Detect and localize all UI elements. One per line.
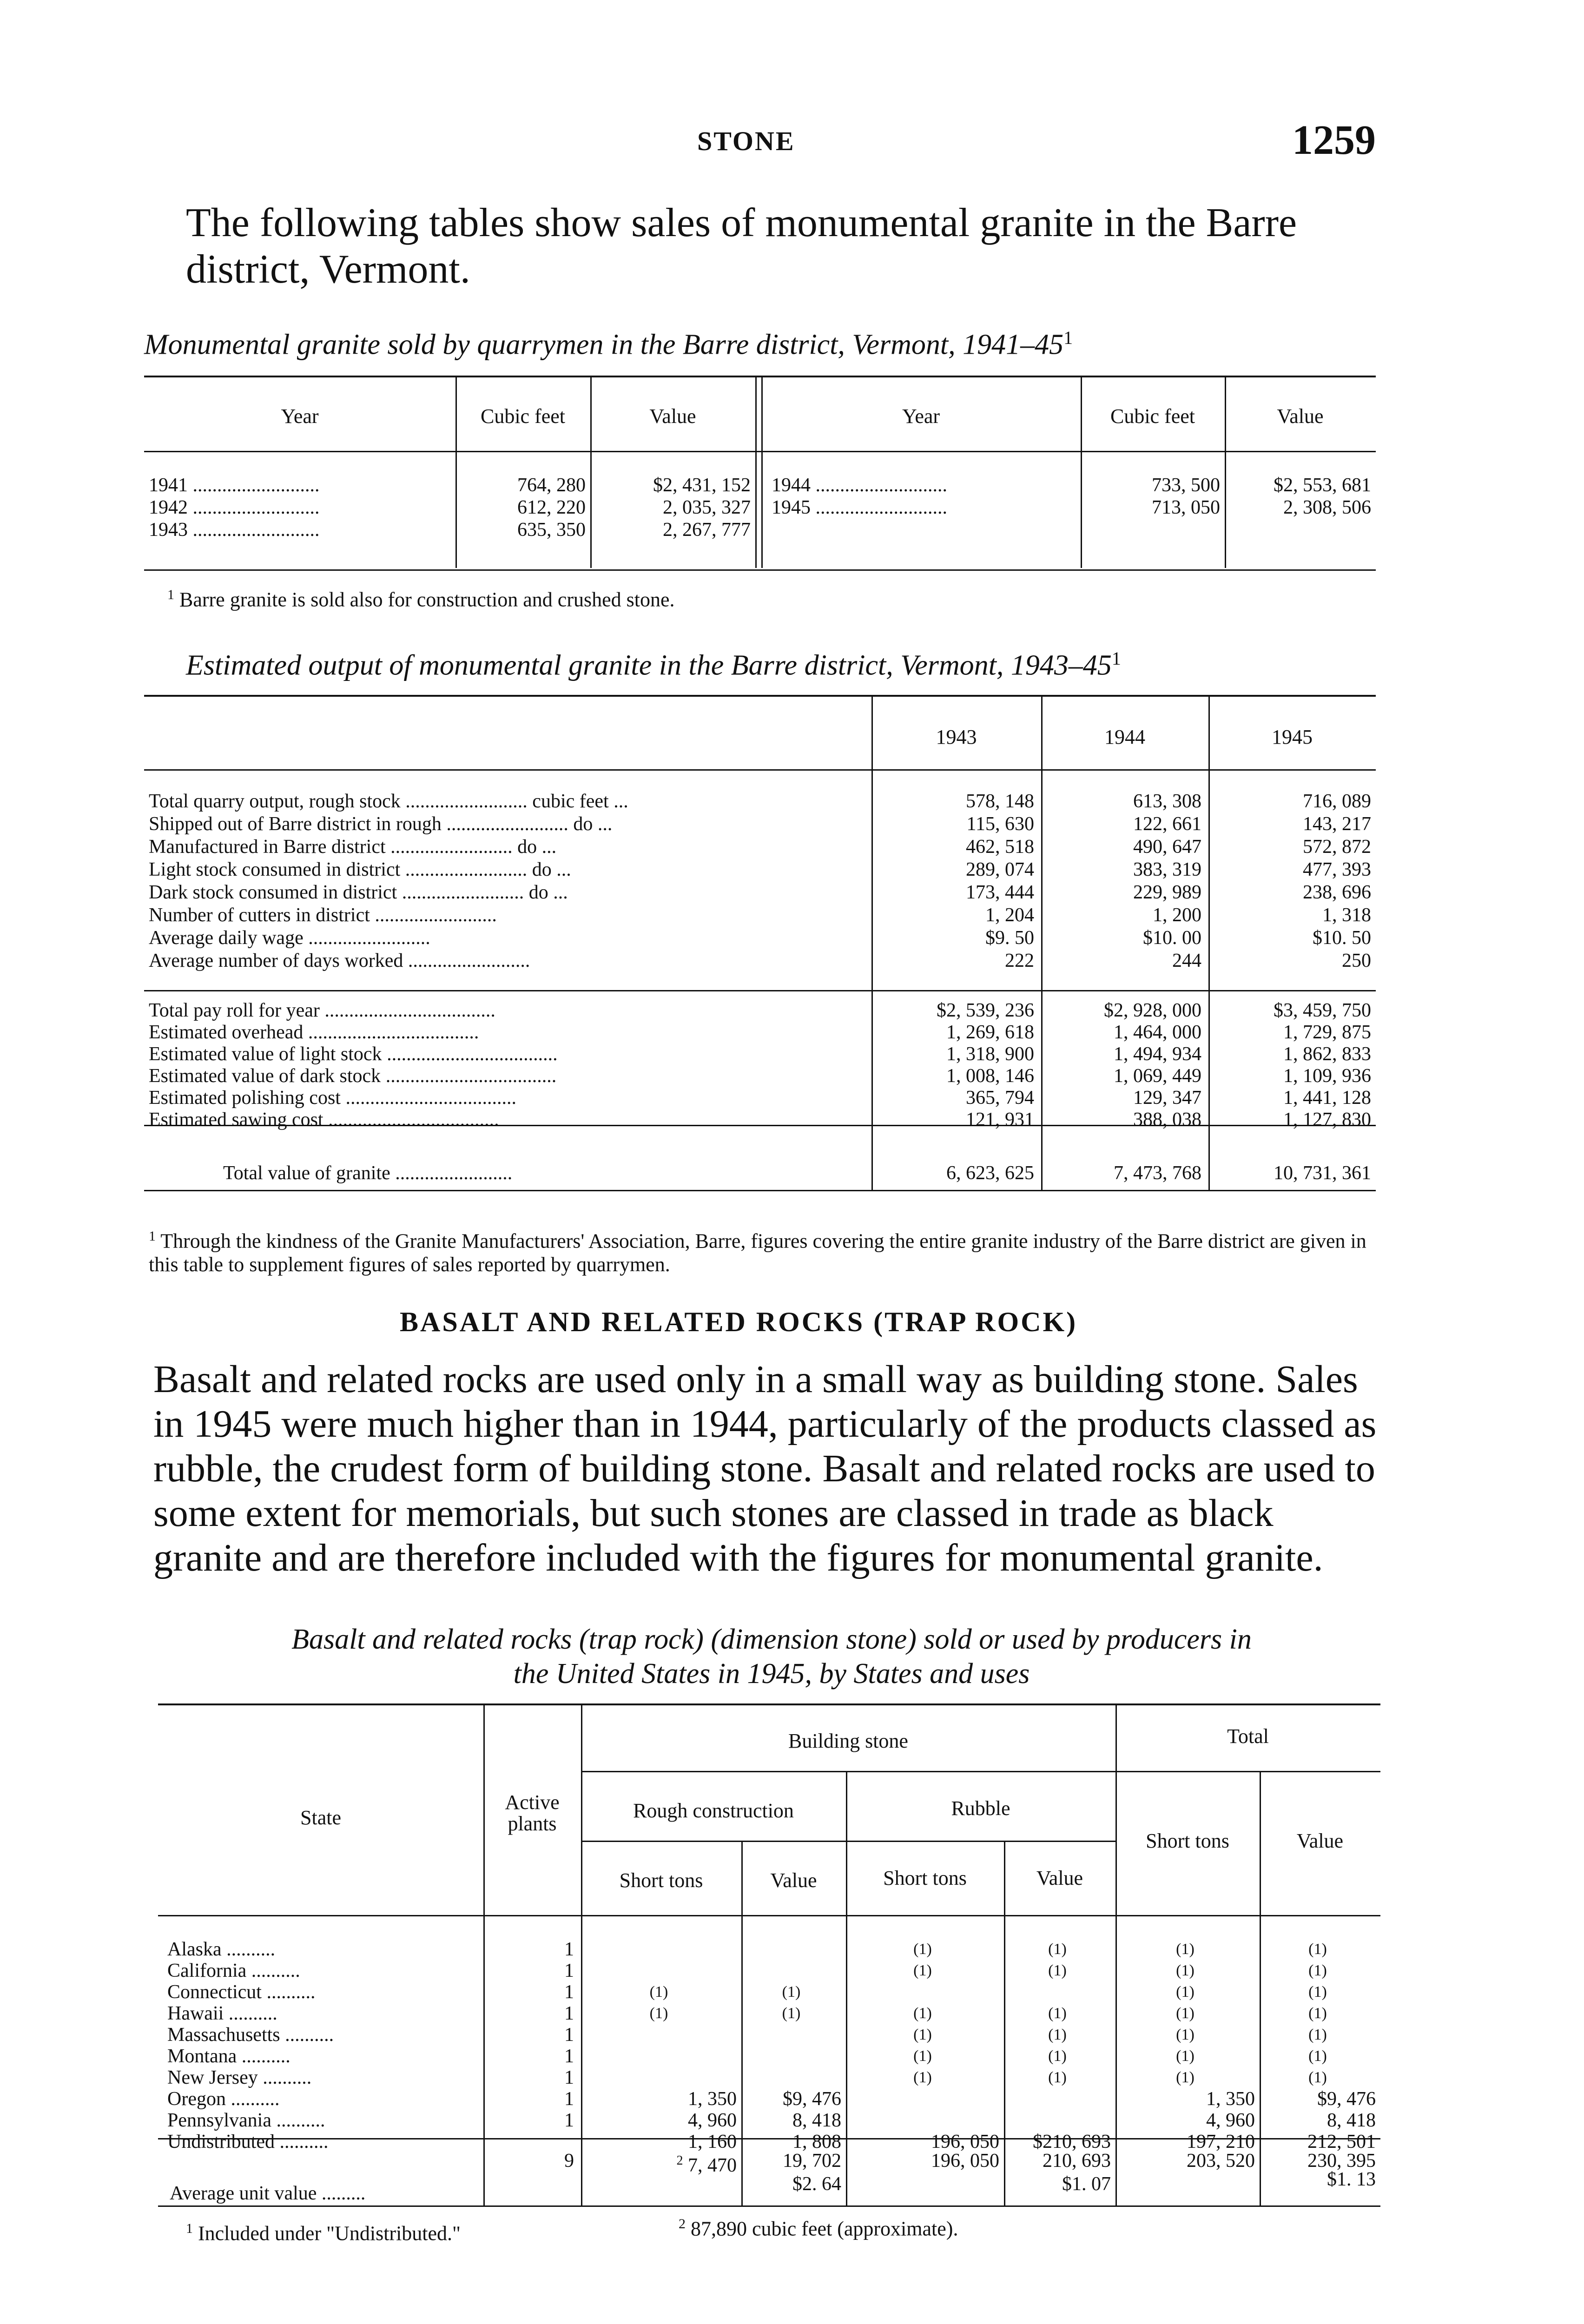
t2-cell: 1, 318 (1322, 905, 1371, 926)
t3-cell: (1) (1176, 1983, 1195, 2000)
t2-cell: 1, 200 (1153, 905, 1201, 926)
t3-total-rubble-value: 210, 693 (1043, 2150, 1111, 2172)
t3-cell: 1 (564, 2067, 574, 2088)
page-header (0, 117, 1584, 163)
t2-cell: 1, 318, 900 (946, 1043, 1034, 1065)
t2-row-label: Average daily wage ......................... (149, 927, 436, 949)
t3-total-tons-header: Short tons (1146, 1829, 1229, 1852)
t3-cell: (1) (1048, 1941, 1067, 1958)
table3-caption (158, 1622, 1385, 1691)
t2-cell: $9. 50 (985, 927, 1034, 949)
t2-cell: 388, 038 (1133, 1109, 1201, 1130)
t3-cell: 1 (564, 1960, 574, 1981)
table3-footnote-2: $^2$ 87,890 cubic feet (approximate). (679, 2216, 958, 2240)
t1-value-header: Value (649, 405, 696, 428)
t3-cell: (1) (782, 1983, 801, 2000)
t3-cell: 1 (564, 1981, 574, 2003)
t2-cell: 613, 308 (1133, 791, 1201, 812)
t2-cell: 1, 204 (985, 905, 1034, 926)
page-number: 1259 (1292, 117, 1376, 163)
t3-cell: 1 (564, 2088, 574, 2110)
section-paragraph: Basalt and related rocks are used only in a small way as building stone. Sales in 1945 were much higher than in 1944, particularly of the products classed as rubble, the crudest form of building stone. Basalt and related rocks are used to some extent for memorials, but such stones are classed in trade as black granite and are therefore included with the figures for monumental granite. (153, 1358, 1377, 1579)
t2-cell: 578, 148 (966, 791, 1034, 812)
t3-cell: 1 (564, 1939, 574, 1960)
t3-cell: (1) (1308, 1941, 1327, 1958)
t3-cell: (1) (913, 2005, 932, 2022)
t1-cell: $2, 431, 152 (653, 475, 751, 496)
t3-cell: (1) (1048, 2026, 1067, 2043)
t1-cell: 612, 220 (517, 497, 586, 518)
t2-total-1944: 7, 473, 768 (1114, 1162, 1201, 1184)
t2-cell: 1, 464, 000 (1114, 1022, 1201, 1043)
t1-cell: 733, 500 (1152, 475, 1220, 496)
table-row: Connecticut .......... (167, 1981, 316, 2003)
t3-cell: 8, 418 (1327, 2110, 1376, 2131)
t3-cell: 196, 050 (931, 2131, 999, 2152)
t3-cell: 8, 418 (792, 2110, 841, 2131)
table-row: 1943 .......................... (149, 519, 320, 541)
t1-cell: 713, 050 (1152, 497, 1220, 518)
table-row: Oregon .......... (167, 2088, 280, 2110)
t3-total-header: Total (1227, 1725, 1269, 1748)
t2-cell: 229, 989 (1133, 882, 1201, 903)
t2-year-1945: 1945 (1272, 726, 1313, 748)
t2-cell: 1, 109, 936 (1283, 1065, 1371, 1087)
t2-cell: 1, 862, 833 (1283, 1043, 1371, 1065)
t3-cell: (1) (1048, 1962, 1067, 1979)
t3-cell: (1) (1048, 2047, 1067, 2065)
t3-cell: (1) (913, 2047, 932, 2065)
t2-row-label: Total quarry output, rough stock ......................... cubic feet ... (149, 791, 628, 812)
table-row: Montana .......... (167, 2046, 290, 2067)
t3-rough-tons-header: Short tons (619, 1869, 703, 1892)
table-row: Alaska .......... (167, 1939, 276, 1960)
t2-cell: 1, 441, 128 (1283, 1087, 1371, 1109)
t3-cell: (1) (1308, 1962, 1327, 1979)
table-row: Pennsylvania .......... (167, 2110, 325, 2131)
t2-row-label: Estimated value of light stock ................................... (149, 1043, 558, 1065)
t3-cell: (1) (1048, 2005, 1067, 2022)
t2-row-label: Average number of days worked ......................... (149, 950, 535, 971)
t2-cell: 716, 089 (1303, 791, 1371, 812)
t3-rough-value-header: Value (770, 1869, 817, 1892)
t1-year-header: Year (281, 405, 319, 428)
t2-cell: $3, 459, 750 (1274, 1000, 1371, 1021)
t2-row-label: Manufactured in Barre district ......................... do ... (149, 836, 557, 858)
t2-cell: $10. 50 (1313, 927, 1371, 949)
t3-cell: (1) (913, 2026, 932, 2043)
t2-row-label: Estimated overhead ................................... (149, 1022, 479, 1043)
intro-paragraph: The following tables show sales of monumental granite in the Barre district, Vermont. (186, 200, 1297, 292)
t2-total-label: Total value of granite ........................ (223, 1162, 513, 1184)
t3-cell: $210, 693 (1033, 2131, 1111, 2152)
section-title: BASALT AND RELATED ROCKS (TRAP ROCK) (400, 1307, 1078, 1337)
table-row: 1941 .......................... (149, 475, 320, 496)
t2-row-label: Light stock consumed in district ......................... do ... (149, 859, 571, 880)
table2-footnote: $^1$ Through the kindness of the Granite Manufacturers' Association, Barre, figures covering the entire granite industry of the Barre district are given in this table to supplement figures of sales reported by quarrymen. (149, 1228, 1366, 1276)
t2-row-label: Estimated sawing cost ................................... (149, 1109, 499, 1130)
t3-cell: (1) (1308, 2026, 1327, 2043)
t1-cell: 635, 350 (517, 519, 586, 541)
t3-rough-header: Rough construction (633, 1799, 794, 1822)
t3-total-rough-tons: $^2$ 7, 470 (676, 2153, 737, 2176)
t3-cell: 1 (564, 2110, 574, 2131)
t2-cell: 1, 729, 875 (1283, 1022, 1371, 1043)
t1-cubic-header: Cubic feet (480, 405, 566, 428)
t2-row-label: Dark stock consumed in district ......................... do ... (149, 882, 568, 903)
t3-cell: (1) (649, 2005, 668, 2022)
table-row: Massachusetts .......... (167, 2024, 334, 2046)
t2-cell: 173, 444 (966, 882, 1034, 903)
table3-caption-line1: Basalt and related rocks (trap rock) (dimension stone) sold or used by producers in (291, 1624, 1252, 1655)
t2-total-1943: 6, 623, 625 (946, 1162, 1034, 1184)
t3-cell: (1) (1176, 1962, 1195, 1979)
t3-cell: (1) (1308, 2069, 1327, 2086)
t2-year-1944: 1944 (1104, 726, 1145, 748)
t3-cell: 1 (564, 2046, 574, 2067)
t2-cell: 289, 074 (966, 859, 1034, 880)
t3-rubble-header: Rubble (951, 1797, 1010, 1820)
table-row: New Jersey .......... (167, 2067, 312, 2088)
t2-cell: 121, 931 (966, 1109, 1034, 1130)
t3-cell: 4, 960 (688, 2110, 737, 2131)
t3-total-plants: 9 (564, 2150, 574, 2172)
t3-rubble-value-header: Value (1036, 1867, 1083, 1889)
t3-cell: (1) (1308, 2005, 1327, 2022)
t2-cell: 222 (1005, 950, 1034, 971)
table1-caption-fn: 1 (1063, 327, 1073, 348)
table-row: 1945 ........................... (772, 497, 947, 518)
t3-average-rough-value: $2. 64 (792, 2173, 841, 2195)
t1-cell: 2, 267, 777 (663, 519, 751, 541)
table-row: Undistributed .......... (167, 2131, 329, 2152)
t3-average-total-value: $1. 13 (1327, 2169, 1376, 2190)
t2-cell: 1, 069, 449 (1114, 1065, 1201, 1087)
t2-cell: $2, 928, 000 (1104, 1000, 1201, 1021)
t2-row-label: Estimated value of dark stock ................................... (149, 1065, 557, 1087)
t2-cell: 477, 393 (1303, 859, 1371, 880)
t2-cell: 115, 630 (966, 813, 1034, 835)
table-row: Hawaii .......... (167, 2003, 277, 2024)
table2-caption-text: Estimated output of monumental granite in the Barre district, Vermont, 1943–45 (186, 649, 1112, 681)
t2-cell: 129, 347 (1133, 1087, 1201, 1109)
t2-cell: 1, 269, 618 (946, 1022, 1034, 1043)
t3-cell: (1) (1176, 2026, 1195, 2043)
t3-cell: (1) (1048, 2069, 1067, 2086)
t3-cell: (1) (1308, 1983, 1327, 2000)
t2-year-1943: 1943 (936, 726, 977, 748)
t2-cell: 143, 217 (1303, 813, 1371, 835)
t2-total-1945: 10, 731, 361 (1274, 1162, 1371, 1184)
t3-building-header: Building stone (788, 1730, 908, 1752)
t1-cell: 764, 280 (517, 475, 586, 496)
t2-cell: $2, 539, 236 (937, 1000, 1034, 1021)
t2-row-label: Estimated polishing cost ................................... (149, 1087, 516, 1109)
t3-state-header: State (300, 1806, 341, 1829)
t2-row-label: Number of cutters in district ......................... (149, 905, 502, 926)
t3-cell: 1, 350 (1206, 2088, 1255, 2110)
t1-cell: 2, 308, 506 (1283, 497, 1371, 518)
t2-row-label: Shipped out of Barre district in rough ......................... do ... (149, 813, 613, 835)
t2-cell: 122, 661 (1133, 813, 1201, 835)
t3-cell: (1) (1176, 1941, 1195, 1958)
t2-cell: 244 (1172, 950, 1201, 971)
t1-cell: 2, 035, 327 (663, 497, 751, 518)
t3-cell: 197, 210 (1187, 2131, 1255, 2152)
table-row: 1942 .......................... (149, 497, 320, 518)
t1-cell: $2, 553, 681 (1274, 475, 1371, 496)
t2-cell: 1, 127, 830 (1283, 1109, 1371, 1130)
t3-total-value-header: Value (1296, 1829, 1344, 1852)
t3-cell: 1, 160 (688, 2131, 737, 2152)
t3-cell: $9, 476 (783, 2088, 841, 2110)
t2-cell: 1, 494, 934 (1114, 1043, 1201, 1065)
t2-cell: 1, 008, 146 (946, 1065, 1034, 1087)
t3-cell: (1) (1176, 2069, 1195, 2086)
t2-cell: 490, 647 (1133, 836, 1201, 858)
t3-cell: 212, 501 (1307, 2131, 1376, 2152)
t1-value-header-2: Value (1277, 405, 1324, 428)
t2-cell: $10. 00 (1143, 927, 1201, 949)
t3-cell: (1) (1176, 2005, 1195, 2022)
t2-cell: 462, 518 (966, 836, 1034, 858)
running-head: STONE (697, 126, 795, 156)
t3-total-total-value: 230, 395 (1307, 2150, 1376, 2172)
table1-caption-text: Monumental granite sold by quarrymen in the Barre district, Vermont, 1941–45 (144, 329, 1064, 361)
t3-total-total-tons: 203, 520 (1187, 2150, 1255, 2172)
t3-cell: $9, 476 (1317, 2088, 1376, 2110)
t3-total-rough-value: 19, 702 (783, 2150, 841, 2172)
t3-rubble-tons-header: Short tons (883, 1867, 967, 1889)
t3-cell: (1) (1176, 2047, 1195, 2065)
t1-cubic-header-2: Cubic feet (1110, 405, 1195, 428)
t2-cell: 250 (1342, 950, 1371, 971)
table-row: 1944 ........................... (772, 475, 947, 496)
t3-cell: 1 (564, 2024, 574, 2046)
t3-cell: (1) (782, 2005, 801, 2022)
t2-cell: 365, 794 (966, 1087, 1034, 1109)
t2-cell: 572, 872 (1303, 836, 1371, 858)
table3-caption-line2: the United States in 1945, by States and uses (513, 1658, 1030, 1690)
t2-cell: 238, 696 (1303, 882, 1371, 903)
t3-cell: 1, 808 (792, 2131, 841, 2152)
t2-cell: 383, 319 (1133, 859, 1201, 880)
table2-caption: Estimated output of monumental granite in the Barre district, Vermont, $1943-45^1$ (186, 648, 1121, 681)
t3-cell: 1 (564, 2003, 574, 2024)
table-row: California .......... (167, 1960, 300, 1981)
t3-cell: (1) (913, 2069, 932, 2086)
t3-cell: (1) (913, 1941, 932, 1958)
t3-active-header: Active plants (505, 1791, 560, 1835)
t3-average-label: Average unit value ......... (170, 2183, 366, 2204)
t2-row-label: Total pay roll for year ................................... (149, 1000, 495, 1021)
t3-cell: 1, 350 (688, 2088, 737, 2110)
t3-average-rubble-value: $1. 07 (1062, 2173, 1111, 2195)
t3-cell: (1) (913, 1962, 932, 1979)
t3-cell: (1) (1308, 2047, 1327, 2065)
table1-caption (144, 321, 1399, 362)
table3-footnote-1: $^1$ Included under "Undistributed." (186, 2221, 461, 2245)
t3-cell: (1) (649, 1983, 668, 2000)
t1-year-header-2: Year (902, 405, 940, 428)
t3-cell: 4, 960 (1206, 2110, 1255, 2131)
table1-footnote: $^1$ Barre granite is sold also for construction and crushed stone. (167, 587, 675, 611)
t3-total-rubble-tons: 196, 050 (931, 2150, 999, 2172)
